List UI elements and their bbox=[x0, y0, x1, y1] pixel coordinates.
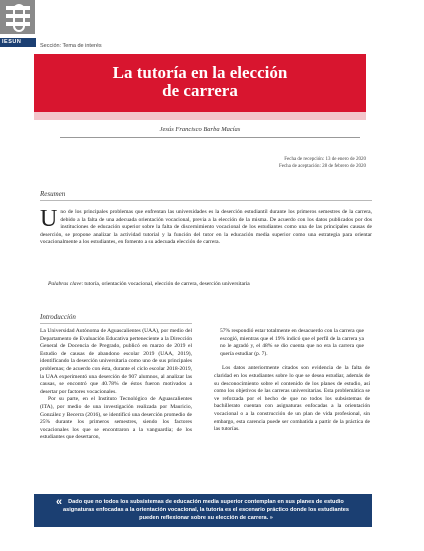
quote-mark-icon: « bbox=[56, 496, 63, 508]
pull-quote bbox=[34, 494, 372, 527]
dates-block bbox=[279, 157, 366, 170]
intro-right-column bbox=[214, 328, 370, 434]
author-rule bbox=[60, 137, 360, 138]
title-line-2: de carrera bbox=[162, 81, 238, 100]
drop-cap: U bbox=[40, 206, 58, 232]
intro-paragraph: Los datos anteriormente citados son evidencia de la falta de claridad en los estudiantes sobre lo que se desea estudiar, además de su desconocimiento sobre el contenido de los planes de estudio, así como los objetivos de las carreras universitarias. Esta problemática se ve reforzada por el hecho de que no todos los subsistemas de bachillerato cuentan con asignaturas enfocadas a la orientación vocacional o a la construcción de un plan de vida profesional, sin embargo, esta carencia puede ser combatida a partir de la práctica de las tutorías. bbox=[214, 365, 370, 433]
keywords bbox=[48, 281, 368, 289]
date-accepted: Fecha de aceptación: 28 de febrero de 2020 bbox=[278, 163, 366, 169]
author-name: Jesús Francisco Barba Macías bbox=[159, 126, 241, 133]
pink-band bbox=[34, 112, 366, 120]
abstract-heading: Resumen bbox=[40, 190, 66, 198]
pull-quote-text: Dado que no todos los subsistemas de educación media superior contemplan en sus planes de estudio asignaturas enfocadas a la orientación vocacional, la tutoría es el escenario práctico donde los estudiantes pueden reflexionar sobre su elección de carrera. » bbox=[63, 499, 349, 521]
journal-logo bbox=[0, 0, 35, 34]
block-quote: 57% respondió estar totalmente en desacuerdo con la carrera que escogió, mientras que el 19% indicó que el perfil de la carrera ya no le agradó y, el 48% se dio cuenta que no era la carrera que quería estudiar (p. 7). bbox=[220, 328, 365, 357]
brand-label: IESUN bbox=[2, 39, 22, 45]
intro-heading: Introducción bbox=[40, 313, 76, 321]
keywords-label: Palabras clave bbox=[48, 281, 82, 287]
keywords-list: : tutoría, orientación vocacional, elección de carrera, deserción universitaria bbox=[81, 281, 250, 287]
date-received: Fecha de recepción: 13 de enero de 2020 bbox=[284, 157, 366, 162]
abstract-text: no de los principales problemas que enfrentan las universidades es la deserción estudiantil durante los primeros semestres de la carrera, debido a la falta de una adecuada orientación vocacional, previa a la elección de la misma. De acuerdo con los datos publicados por dos instituciones de educación superior sobre la falta de discernimiento vocacional de los estudiantes como una de las principales causas de deserción, se propone analizar la actividad tutorial y la función del tutor en la educación media superior como una estrategia para orientar vocacionalmente a los estudiantes, en fomento a su adecuada elección de carrera. bbox=[40, 209, 372, 245]
section-label: Sección: Tema de interés bbox=[40, 43, 102, 49]
intro-left-column bbox=[40, 328, 192, 442]
title-line-1: La tutoría en la elección bbox=[112, 63, 288, 82]
intro-divider bbox=[40, 323, 192, 324]
intro-paragraph: La Universidad Autónoma de Aguascalientes (UAA), por medio del Departamento de Evaluación Educativa perteneciente a la Dirección General de Docencia de Pregrado, publicó en marzo de 2019 el Estudio de causas de abandono escolar 2019 (UAA, 2019), identificando la deserción universitaria como uno de sus principales problemas; de acuerdo con ésta, durante el ciclo escolar 2018-2019, la UAA experimentó una deserción de 907 alumnos, al analizar las causas, se encontró que 40.78% de éstos fueron motivados a desertar por factores vocacionales. bbox=[40, 328, 192, 395]
title-banner bbox=[34, 54, 366, 112]
abstract-body bbox=[40, 206, 372, 247]
brand-bar bbox=[0, 38, 36, 47]
abstract-divider bbox=[40, 200, 372, 201]
intro-paragraph: Por su parte, en el Instituto Tecnológico de Aguascalientes (ITA), por medio de una investigación realizada por Mauricio, González y Becerra (2016), se identificó una deserción promedio de 25% durante los primeros semestres, siendo los factores vocacionales los que se encontraron a la vanguardia; de los estudiantes que desertaron, bbox=[40, 396, 192, 441]
article-title bbox=[34, 54, 366, 100]
